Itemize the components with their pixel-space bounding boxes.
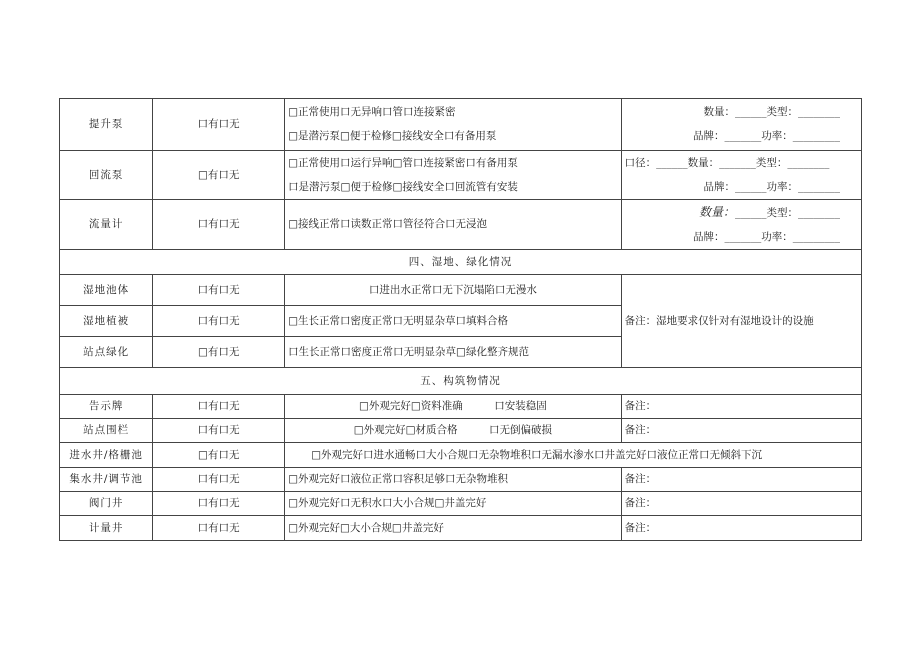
section-header-row — [60, 250, 862, 275]
table-row — [60, 395, 862, 419]
section-title: 五、构筑物情况 — [60, 368, 862, 395]
item-status: 口有口无 — [153, 395, 285, 419]
item-name: 集水井/调节池 — [60, 468, 153, 492]
item-name: 湿地植被 — [60, 306, 153, 337]
item-name: 计量井 — [60, 516, 153, 541]
item-info — [621, 200, 861, 250]
table-row — [60, 419, 862, 443]
item-detail: 口生长正常口密度正常口无明显杂草□绿化整齐规范 — [285, 337, 622, 368]
item-detail: □外观完好口液位正常口容积足够口无杂物堆积 — [285, 468, 622, 492]
item-note: 备注： — [621, 419, 861, 443]
item-status: 口有口无 — [153, 419, 285, 443]
table-row — [60, 516, 862, 541]
detail-line: 口是潜污泵□便于检修□接线安全口回流管有安装 — [288, 180, 518, 193]
item-note: 备注： — [621, 516, 861, 541]
item-name: 流量计 — [60, 200, 153, 250]
item-status: 口有口无 — [153, 468, 285, 492]
table-row — [60, 443, 862, 468]
item-note: 备注： — [621, 395, 861, 419]
item-name: 告示牌 — [60, 395, 153, 419]
item-detail: □外观完好□资料准确 口安装稳固 — [285, 395, 622, 419]
item-name: 进水井/格栅池 — [60, 443, 153, 468]
inspection-form — [59, 98, 862, 541]
item-info — [621, 151, 861, 200]
item-info — [621, 99, 861, 151]
item-status: □有口无 — [153, 337, 285, 368]
item-detail — [285, 200, 622, 250]
detail-line: □正常使用口运行异响□管口连接紧密口有备用泵 — [288, 156, 518, 169]
detail-line: □是潜污泵□便于检修□接线安全口有备用泵 — [288, 130, 497, 142]
item-name: 站点绿化 — [60, 337, 153, 368]
item-detail — [285, 99, 622, 151]
info-label: 数量： — [698, 205, 735, 220]
table-row — [60, 492, 862, 516]
inspection-table — [59, 98, 862, 541]
item-detail — [285, 151, 622, 200]
item-detail: □外观完好□大小合规□井盖完好 — [285, 516, 622, 541]
info-line: 品牌：_______功率：_________ — [693, 231, 840, 243]
item-name: 站点围栏 — [60, 419, 153, 443]
item-status: 口有口无 — [153, 306, 285, 337]
item-status: □有口无 — [153, 443, 285, 468]
detail-line: □正常使用口无异响口管口连接紧密 — [288, 106, 456, 119]
table-row — [60, 151, 862, 200]
table-row — [60, 468, 862, 492]
item-detail: □生长正常口密度正常口无明显杂草口填料合格 — [285, 306, 622, 337]
item-name: 提升泵 — [60, 99, 153, 151]
item-detail: 口进出水正常口无下沉塌陷口无漫水 — [285, 275, 622, 306]
item-status: □有口无 — [153, 151, 285, 200]
table-row — [60, 200, 862, 250]
item-note: 备注： — [621, 492, 861, 516]
item-status: 口有口无 — [153, 99, 285, 151]
item-detail: □外观完好□材质合格 口无倒偏破损 — [285, 419, 622, 443]
section-title: 四、湿地、绿化情况 — [60, 250, 862, 275]
table-row — [60, 99, 862, 151]
item-status: 口有口无 — [153, 275, 285, 306]
item-name: 阀门井 — [60, 492, 153, 516]
detail-line: □接线正常口读数正常口管径符合口无浸泡 — [288, 218, 487, 231]
info-value: ______类型：________ — [735, 207, 840, 220]
table-row — [60, 275, 862, 306]
item-status: 口有口无 — [153, 200, 285, 250]
info-line: 品牌：______功率：________ — [703, 180, 840, 193]
item-name: 回流泵 — [60, 151, 153, 200]
wetland-note: 备注：湿地要求仅针对有湿地设计的设施 — [621, 275, 861, 368]
info-line: 口径：______数量：_______类型：________ — [624, 156, 830, 169]
item-detail: □外观完好口无积水口大小合规□井盖完好 — [285, 492, 622, 516]
item-status: 口有口无 — [153, 492, 285, 516]
item-name: 湿地池体 — [60, 275, 153, 306]
info-line: 品牌：_______功率：_________ — [693, 130, 840, 142]
item-status: 口有口无 — [153, 516, 285, 541]
info-line — [625, 205, 858, 220]
item-note: 备注： — [621, 468, 861, 492]
info-line: 数量：______类型：________ — [703, 106, 840, 119]
section-header-row — [60, 368, 862, 395]
item-detail: □外观完好口进水通畅口大小合规口无杂物堆积口无漏水渗水口井盖完好口液位正常口无倾斜下沉 — [285, 443, 862, 468]
